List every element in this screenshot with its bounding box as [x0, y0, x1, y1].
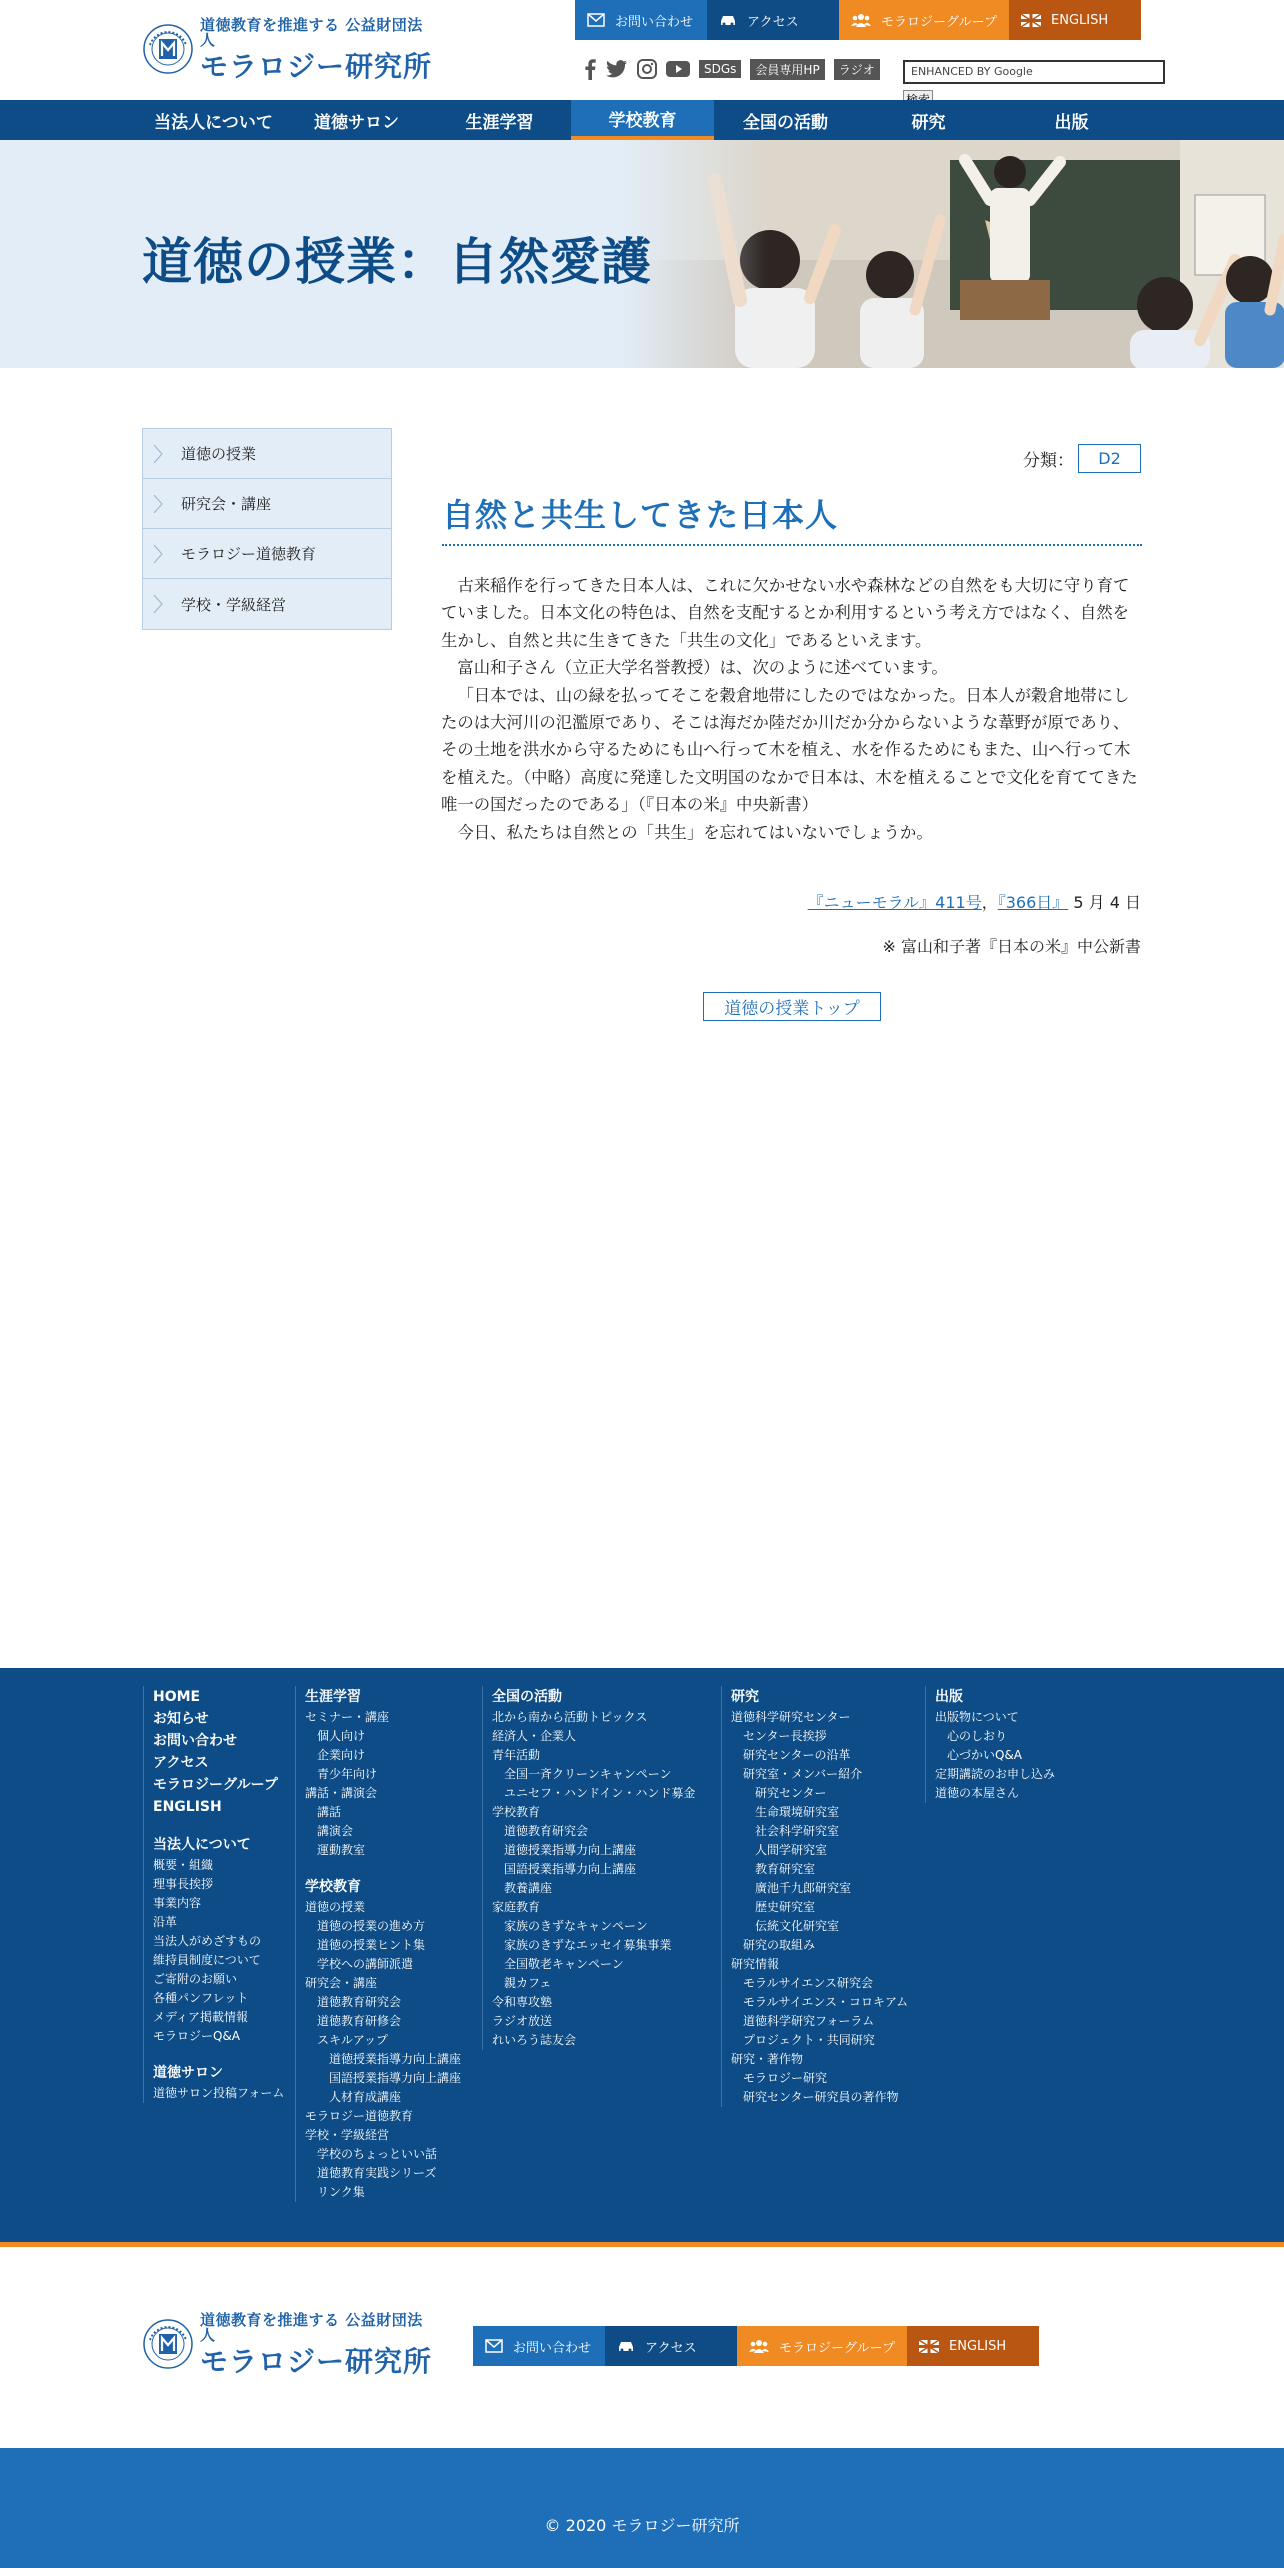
footer-link[interactable]: 理事長挨拶: [153, 1877, 214, 1891]
nav-salon[interactable]: 道徳サロン: [314, 112, 399, 133]
footer-link[interactable]: 各種パンフレット: [153, 1991, 249, 2005]
site-footer: [0, 1668, 1284, 2247]
group-label: モラロジーグループ: [779, 2340, 895, 2356]
logo-subtitle: 道徳教育を推進する 公益財団法人: [200, 15, 423, 49]
footer-link[interactable]: 教養講座: [504, 1881, 553, 1895]
footer-link[interactable]: 概要・組織: [153, 1858, 214, 1872]
nav-school-education[interactable]: 学校教育: [571, 100, 714, 140]
footer-link[interactable]: 道徳科学研究センター: [731, 1710, 851, 1724]
footer-link[interactable]: 当法人がめざすもの: [153, 1934, 262, 1948]
footer-link[interactable]: モラロジーQ&A: [153, 2029, 241, 2043]
radio-link[interactable]: ラジオ: [834, 59, 880, 80]
footer-link[interactable]: れいろう誌友会: [492, 2033, 577, 2047]
access-label: アクセス: [747, 14, 799, 30]
nav-about[interactable]: 当法人について: [154, 112, 273, 133]
footer-link[interactable]: 道徳の本屋さん: [935, 1786, 1020, 1800]
footer-logo[interactable]: [142, 2310, 433, 2378]
footer-contact-button[interactable]: [473, 2326, 605, 2366]
article-note: ※ 富山和子著『日本の米』中公新書: [882, 937, 1141, 956]
footer-link[interactable]: 社会科学研究室: [755, 1824, 840, 1838]
article-title: 自然と共生してきた日本人: [442, 490, 1142, 546]
member-site-link[interactable]: 会員専用HP: [750, 59, 824, 80]
footer-link[interactable]: お問い合わせ: [153, 1733, 237, 1749]
page-title: 道徳の授業：自然愛護: [142, 233, 652, 291]
footer-link[interactable]: 事業内容: [153, 1896, 202, 1910]
classroom-photo: [620, 140, 1284, 368]
sidebar-item-label: 研究会・講座: [181, 495, 272, 513]
footer-link[interactable]: モラルサイエンス研究会: [743, 1976, 873, 1990]
footer-link[interactable]: 道徳の授業: [305, 1900, 366, 1914]
logo-emblem-icon: [142, 23, 194, 75]
footer-link[interactable]: 人間学研究室: [755, 1843, 828, 1857]
english-button[interactable]: [1009, 0, 1141, 40]
footer-link[interactable]: 北から南から活動トピックス: [492, 1710, 648, 1724]
footer-link[interactable]: ラジオ放送: [492, 2014, 553, 2028]
footer-link[interactable]: 研究・著作物: [731, 2052, 804, 2066]
footer-link[interactable]: 研究室・メンバー紹介: [743, 1767, 863, 1781]
footer-link[interactable]: ENGLISH: [153, 1799, 222, 1815]
source-separator: ，: [981, 893, 998, 912]
chevron-right-icon: [153, 444, 163, 464]
uk-flag-icon: [919, 2340, 939, 2353]
nav-activities[interactable]: 全国の活動: [743, 112, 828, 133]
instagram-icon[interactable]: [637, 59, 657, 79]
footer-link[interactable]: 講話・講演会: [305, 1786, 378, 1800]
mail-icon: [485, 2339, 503, 2353]
footer-link[interactable]: ユニセフ・ハンドイン・ハンド募金: [504, 1786, 696, 1800]
site-logo[interactable]: [142, 15, 433, 83]
sidebar-menu: [142, 428, 392, 630]
sidebar-item-label: モラロジー道徳教育: [181, 545, 317, 563]
source-link-new-moral[interactable]: 『ニューモラル』411号: [807, 893, 982, 912]
mail-icon: [587, 13, 605, 27]
footer-link[interactable]: 家族のきずなエッセイ募集事業: [504, 1938, 672, 1952]
footer-link[interactable]: 道徳教育研修会: [317, 2014, 402, 2028]
sidebar-item-label: 学校・学級経営: [181, 595, 287, 614]
footer-link[interactable]: 研究の取組み: [743, 1938, 816, 1952]
sidebar-item-school-management[interactable]: [143, 579, 391, 629]
footer-link[interactable]: 伝統文化研究室: [755, 1919, 840, 1933]
footer-link[interactable]: 学校への講師派遣: [317, 1957, 414, 1971]
footer-link[interactable]: 研究センターの沿革: [743, 1748, 851, 1762]
group-label: モラロジーグループ: [881, 14, 997, 30]
footer-group-button[interactable]: [737, 2326, 907, 2366]
footer-link[interactable]: 道徳授業指導力向上講座: [329, 2052, 462, 2066]
footer-link[interactable]: 国語授業指導力向上講座: [504, 1862, 637, 1876]
moral-lessons-top-button[interactable]: 道徳の授業トップ: [703, 992, 881, 1021]
footer-link[interactable]: スキルアップ: [317, 2033, 389, 2047]
footer-link[interactable]: 道徳サロン投稿フォーム: [153, 2086, 285, 2100]
footer-bottom: [0, 2247, 1284, 2448]
access-label: アクセス: [645, 2340, 697, 2356]
footer-col-activities: [482, 1686, 695, 2050]
footer-link[interactable]: 出版物について: [935, 1710, 1019, 1724]
category-badge: D2: [1078, 444, 1141, 473]
article-source: [808, 890, 1141, 913]
footer-link[interactable]: 青年活動: [492, 1748, 541, 1762]
english-label: ENGLISH: [1051, 12, 1109, 28]
source-link-366[interactable]: 『366日』: [997, 893, 1069, 912]
footer-link[interactable]: 令和専攻塾: [492, 1995, 553, 2009]
group-icon: [851, 13, 871, 27]
category: [1023, 444, 1141, 473]
footer-link[interactable]: 定期講読のお申し込み: [935, 1767, 1056, 1781]
sidebar-item-label: 道徳の授業: [181, 445, 257, 463]
footer-buttons: [473, 2326, 1039, 2366]
footer-link[interactable]: 個人向け: [317, 1729, 366, 1743]
footer-link[interactable]: 国語授業指導力向上講座: [329, 2071, 462, 2085]
footer-col-lifelong: [295, 1686, 461, 2202]
footer-link[interactable]: 研究情報: [731, 1957, 780, 1971]
article-paragraph: 古来稲作を行ってきた日本人は、これに欠かせない水や森林などの自然をも大切に守り育てていました。日本文化の特色は、自然を支配するとか利用するという考え方ではなく、自然を生かし、自然と共に生きてきた「共生の文化」であるといえます。: [441, 576, 1130, 650]
footer-heading[interactable]: 学校教育: [305, 1879, 361, 1895]
footer-link[interactable]: お知らせ: [153, 1711, 209, 1727]
category-label: 分類：: [1023, 451, 1074, 471]
footer-link[interactable]: 歴史研究室: [755, 1900, 816, 1914]
footer-link[interactable]: 家族のきずなキャンペーン: [504, 1919, 648, 1933]
footer-link[interactable]: モラロジー道徳教育: [305, 2109, 414, 2123]
article-paragraph: 今日、私たちは自然との「共生」を忘れてはいないでしょうか。: [457, 822, 933, 842]
footer-col-publishing: [925, 1686, 1055, 1803]
chevron-right-icon: [153, 494, 163, 514]
footer-link[interactable]: HOME: [153, 1689, 201, 1705]
footer-link[interactable]: 企業向け: [317, 1748, 366, 1762]
sidebar-item-moralogy-education[interactable]: [143, 529, 391, 579]
car-icon: [719, 13, 737, 27]
footer-heading[interactable]: 道徳サロン: [153, 2065, 223, 2081]
footer-link[interactable]: 人材育成講座: [329, 2090, 402, 2104]
footer-english-button[interactable]: [907, 2326, 1039, 2366]
contact-label: お問い合わせ: [615, 14, 694, 30]
logo-title: モラロジー研究所: [200, 2344, 433, 2378]
footer-link[interactable]: セミナー・講座: [305, 1710, 390, 1724]
article-paragraph: 「日本では、山の緑を払ってそこを穀倉地帯にしたのではなかった。日本人が穀倉地帯にしたのは大河川の氾濫原であり、そこは海だか陸だか川だか分からないような葦野が原であり、その土地を洪水から守るためにも山へ行って木を植え、水を作るためにもまた、山へ行って木を植えた。（中略）高度に発達した文明国のなかで日本は、木を植えることで文化を育ててきた唯一の国だったのである」（『日本の米』中央新書）: [441, 685, 1138, 815]
top-buttons: [575, 0, 1141, 40]
footer-link[interactable]: モラロジー研究: [743, 2071, 828, 2085]
footer-link[interactable]: 親カフェ: [504, 1976, 552, 1990]
footer-access-button[interactable]: [605, 2326, 737, 2366]
footer-link[interactable]: プロジェクト・共同研究: [743, 2033, 875, 2047]
social-links: [583, 58, 889, 80]
footer-link[interactable]: 道徳教育実践シリーズ: [317, 2166, 437, 2180]
footer-link[interactable]: 道徳教育研究会: [317, 1995, 402, 2009]
sidebar-item-seminars[interactable]: [143, 479, 391, 529]
contact-label: お問い合わせ: [513, 2340, 592, 2356]
footer-link[interactable]: 全国敬老キャンペーン: [504, 1957, 624, 1971]
footer-link[interactable]: 生命環境研究室: [755, 1805, 840, 1819]
twitter-icon[interactable]: [606, 60, 628, 78]
footer-link[interactable]: 心のしおり: [947, 1729, 1008, 1743]
footer-link[interactable]: 運動教室: [317, 1843, 366, 1857]
footer-heading[interactable]: 全国の活動: [492, 1689, 562, 1705]
sidebar-item-moral-lessons[interactable]: [143, 429, 391, 479]
footer-link[interactable]: 学校・学級経営: [305, 2128, 390, 2142]
footer-link[interactable]: 講演会: [317, 1824, 354, 1838]
footer-link[interactable]: 道徳科学研究フォーラム: [743, 2014, 875, 2028]
nav-research[interactable]: 研究: [911, 112, 946, 133]
footer-link[interactable]: 学校教育: [492, 1805, 541, 1819]
search-input[interactable]: ENHANCED BY Google: [903, 60, 1165, 84]
facebook-icon[interactable]: [583, 58, 597, 80]
source-date: 5 月 4 日: [1068, 893, 1141, 912]
footer-link[interactable]: 経済人・企業人: [492, 1729, 577, 1743]
footer-link[interactable]: ご寄附のお願い: [153, 1972, 238, 1986]
footer-link[interactable]: モラロジーグループ: [153, 1777, 278, 1793]
footer-heading[interactable]: 生涯学習: [305, 1689, 361, 1705]
nav-lifelong-learning[interactable]: 生涯学習: [465, 112, 534, 133]
footer-link[interactable]: リンク集: [317, 2185, 365, 2199]
footer-link[interactable]: 道徳の授業ヒント集: [317, 1938, 426, 1952]
footer-link[interactable]: 講話: [317, 1805, 342, 1819]
footer-link[interactable]: 学校のちょっといい話: [317, 2147, 438, 2161]
footer-link[interactable]: メディア掲載情報: [153, 2010, 249, 2024]
chevron-right-icon: [153, 594, 163, 614]
youtube-icon[interactable]: [666, 60, 690, 78]
footer-link[interactable]: 研究センター研究員の著作物: [743, 2090, 899, 2104]
footer-link[interactable]: 研究会・講座: [305, 1976, 378, 1990]
footer-link[interactable]: 研究センター: [755, 1786, 827, 1800]
footer-col-research: [721, 1686, 908, 2107]
footer-heading[interactable]: 当法人について: [153, 1837, 251, 1853]
copyright: © 2020 モラロジー研究所: [0, 2448, 1284, 2568]
footer-link[interactable]: 廣池千九郎研究室: [755, 1881, 852, 1895]
contact-button[interactable]: [575, 0, 707, 40]
footer-link[interactable]: アクセス: [153, 1755, 209, 1771]
sdgs-link[interactable]: SDGs: [699, 60, 741, 78]
footer-link[interactable]: 青少年向け: [317, 1767, 378, 1781]
logo-emblem-icon: [142, 2318, 194, 2370]
footer-link[interactable]: 教育研究室: [755, 1862, 816, 1876]
uk-flag-icon: [1021, 14, 1041, 27]
footer-link[interactable]: 沿革: [153, 1915, 178, 1929]
hero-banner: [0, 140, 1284, 368]
nav-publishing[interactable]: 出版: [1054, 112, 1089, 133]
footer-heading[interactable]: 出版: [935, 1689, 963, 1705]
english-label: ENGLISH: [949, 2338, 1007, 2354]
article-body: [441, 572, 1142, 846]
footer-link[interactable]: 道徳教育研究会: [504, 1824, 589, 1838]
global-nav: [0, 100, 1284, 140]
footer-link[interactable]: 維持員制度について: [153, 1953, 261, 1967]
car-icon: [617, 2339, 635, 2353]
footer-link[interactable]: モラルサイエンス・コロキアム: [743, 1995, 909, 2009]
footer-link[interactable]: 全国一斉クリーンキャンペーン: [504, 1767, 672, 1781]
article-paragraph: 富山和子さん（立正大学名誉教授）は、次のように述べています。: [457, 658, 948, 678]
moralogy-group-button[interactable]: [839, 0, 1009, 40]
chevron-right-icon: [153, 544, 163, 564]
logo-title: モラロジー研究所: [200, 49, 433, 83]
footer-col-main: [143, 1686, 284, 2103]
footer-heading[interactable]: 研究: [731, 1689, 759, 1705]
footer-link[interactable]: センター長挨拶: [743, 1729, 827, 1743]
footer-link[interactable]: 道徳授業指導力向上講座: [504, 1843, 637, 1857]
footer-link[interactable]: 家庭教育: [492, 1900, 541, 1914]
logo-subtitle: 道徳教育を推進する 公益財団法人: [200, 2310, 423, 2344]
group-icon: [749, 2339, 769, 2353]
footer-link[interactable]: 心づかいQ&A: [947, 1748, 1023, 1762]
site-header: [0, 0, 1284, 100]
access-button[interactable]: [707, 0, 839, 40]
footer-link[interactable]: 道徳の授業の進め方: [317, 1919, 426, 1933]
